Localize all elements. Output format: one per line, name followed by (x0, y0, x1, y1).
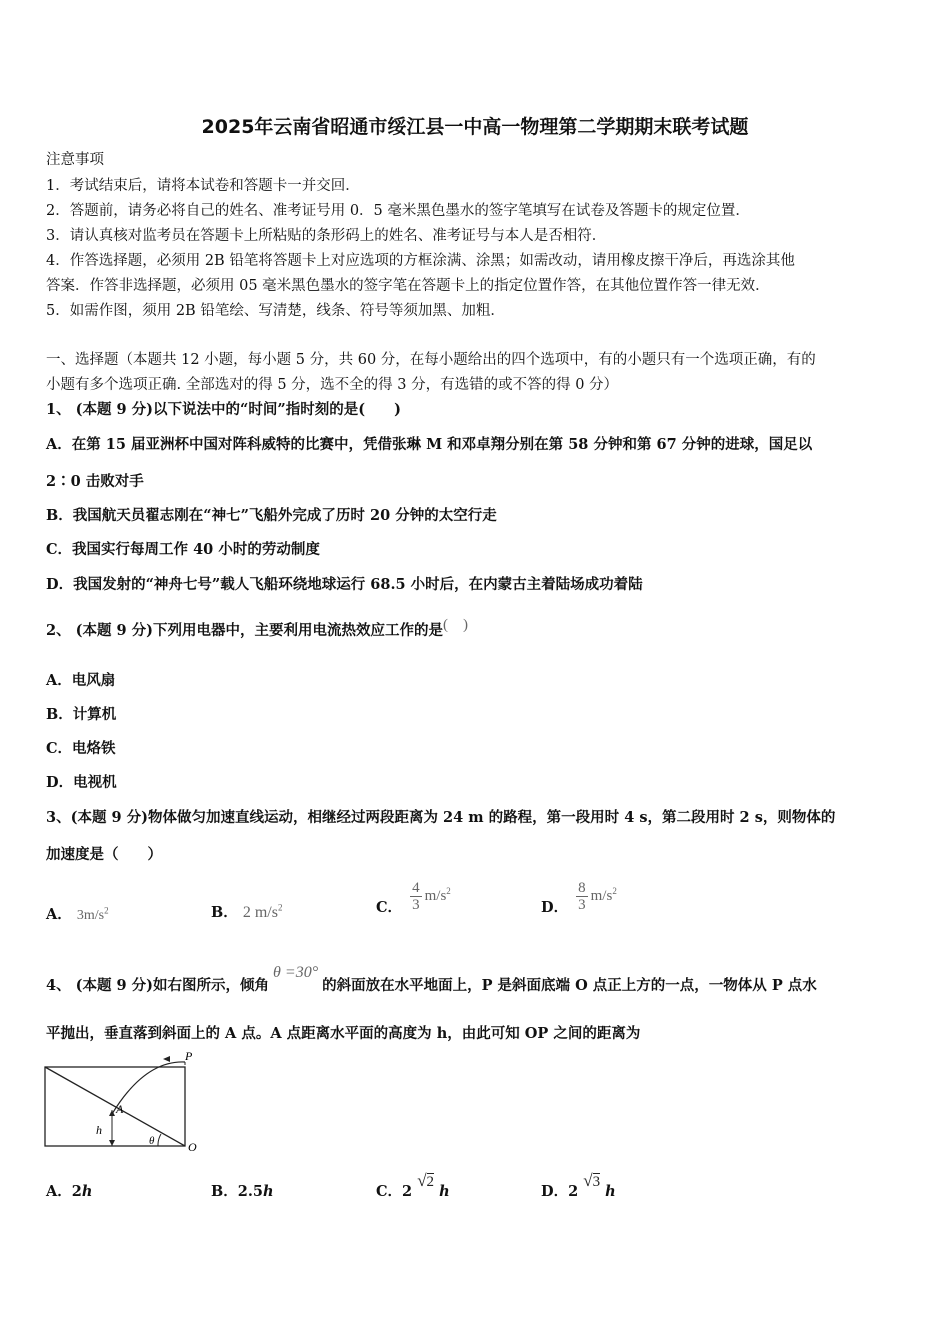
q4-option-c: C．2 √2 h (376, 1171, 450, 1200)
label-o: O (188, 1140, 197, 1154)
sqrt-3: √3 (583, 1171, 601, 1190)
q3-b-label: B． (211, 904, 238, 921)
q4-option-d: D．2 √3 h (541, 1171, 616, 1200)
label-p: P (185, 1050, 193, 1063)
velocity-arrow (163, 1056, 170, 1062)
q1-option-a-cont: 2∶0 击败对手 (46, 473, 144, 490)
q4-stem-cont: 平抛出，垂直落到斜面上的 A 点。A 点距离水平面的高度为 h，由此可知 OP 之间的距离为 (46, 1025, 641, 1042)
q3-a-value: $3m/s^2$ (76, 905, 109, 923)
q1-stem: 1、 (本题 9 分)以下说法中的“时间”指时刻的是( ) (46, 401, 401, 418)
page-title: 2025年云南省昭通市绥江县一中高一物理第二学期期末联考试题 (201, 116, 749, 138)
sqrt-2: √2 (417, 1171, 435, 1190)
q2-paren: ( ) (443, 617, 469, 633)
q1-option-b: B．我国航天员翟志刚在“神七”飞船外完成了历时 20 分钟的太空行走 (46, 507, 497, 524)
notice-item: 1．考试结束后，请将本试卷和答题卡一并交回． (46, 178, 360, 194)
q3-a-label: A． (46, 906, 72, 923)
section-heading-cont: 小题有多个选项正确. 全部选对的得 5 分，选不全的得 3 分，有选错的或不答的得 0 分） (46, 377, 619, 393)
q3-stem: 3、(本题 9 分)物体做匀加速直线运动，相继经过两段距离为 24 m 的路程，第一段用时 4 s，第二段用时 2 s，则物体的 (46, 809, 836, 826)
q4-option-b: B．2.5h (211, 1183, 274, 1200)
q1-option-c: C．我国实行每周工作 40 小时的劳动制度 (46, 541, 320, 558)
q1-option-a: A．在第 15 届亚洲杯中国对阵科威特的比赛中，凭借张琳 M 和邓卓翔分别在第 58 分钟和第 67 分钟的进球，国足以 (46, 436, 813, 453)
notice-item: 答案．作答非选择题，必须用 05 毫米黑色墨水的签字笔在答题卡上的指定位置作答，在其他位置作答一律无效． (46, 278, 770, 294)
q3-option-b (211, 901, 282, 922)
q1-option-d: D．我国发射的“神舟七号”载人飞船环绕地球运行 68.5 小时后，在内蒙古主着陆场成功着陆 (46, 576, 643, 593)
q2-option-a: A．电风扇 (46, 672, 116, 689)
notice-item: 4．作答选择题，必须用 2B 铅笔将答题卡上对应选项的方框涂满、涂黑；如需改动，请用橡皮擦干净后，再选涂其他 (46, 253, 795, 269)
q3-d-value: $\frac{8}{3}$ $m/s^2$ (578, 880, 617, 913)
q4-stem: 4、 (本题 9 分)如右图所示，倾角θ =30°的斜面放在水平地面上，P 是斜面底端 O 点正上方的一点，一物体从 P 点水 (46, 964, 817, 994)
notice-item: 5．如需作图，须用 2B 铅笔绘、写清楚，线条、符号等须加黑、加粗． (46, 303, 505, 319)
notice-item: 2．答题前，请务必将自己的姓名、准考证号用 0．5 毫米黑色墨水的签字笔填写在试卷及答题卡的规定位置． (46, 203, 750, 219)
q3-stem-cont: 加速度是（ ） (46, 846, 162, 863)
height-arrow-down (109, 1140, 115, 1146)
incline-slope (45, 1067, 185, 1146)
incline-figure (40, 1050, 220, 1160)
q2-stem (46, 617, 916, 641)
label-h: h (96, 1123, 102, 1137)
q3-c-value: $\frac{4}{3}$ $m/s^2$ (412, 880, 451, 913)
section-heading: 一、选择题（本题共 12 小题，每小题 5 分，共 60 分，在每小题给出的四个选项中，有的小题只有一个选项正确，有的 (46, 352, 816, 368)
q3-option-a (46, 903, 109, 924)
label-a: A (116, 1102, 124, 1116)
notice-heading: 注意事项 (46, 152, 104, 168)
notice-item: 3．请认真核对监考员在答题卡上所粘贴的条形码上的姓名、准考证号与本人是否相符． (46, 228, 607, 244)
q3-d-label: D． (541, 898, 569, 916)
label-theta: θ (149, 1135, 155, 1147)
q4-option-a: A．2h (46, 1183, 93, 1200)
q3-option-d (541, 880, 617, 916)
q3-b-value: 2 $m/s^2$ (242, 902, 283, 921)
q2-option-d: D．电视机 (46, 774, 117, 791)
q4-theta: θ =30° (273, 964, 319, 981)
q2-stem-text: 2、 (本题 9 分)下列用电器中，主要利用电流热效应工作的是 (46, 622, 444, 639)
angle-arc (158, 1134, 161, 1146)
q3-c-label: C． (376, 898, 403, 916)
q2-option-c: C．电烙铁 (46, 740, 116, 757)
q2-option-b: B．计算机 (46, 706, 117, 723)
q3-option-c (376, 880, 451, 916)
